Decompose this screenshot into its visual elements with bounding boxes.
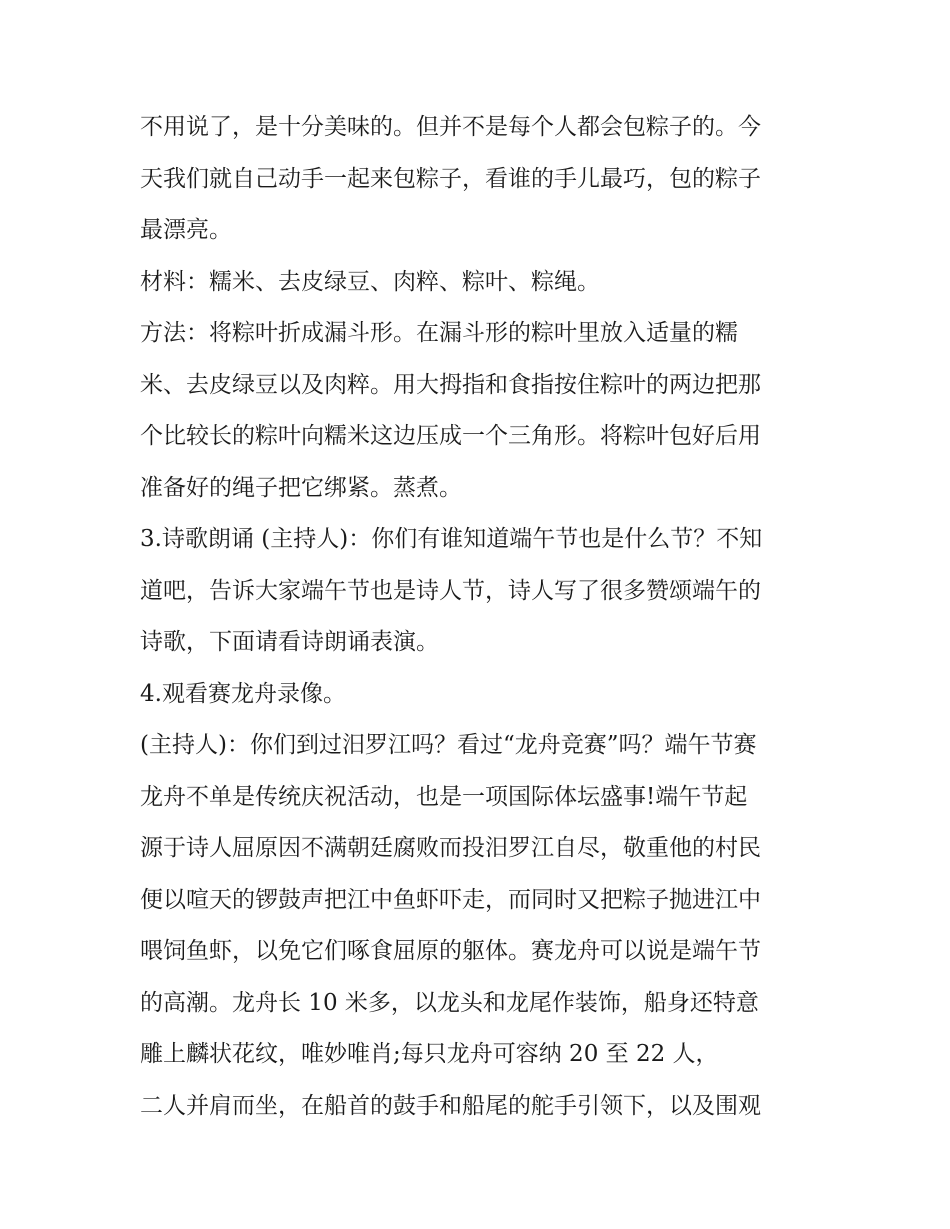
text-line-2: 天我们就自己动手一起来包粽子，看谁的手儿最巧，包的粽子 (140, 165, 761, 192)
host-line-4: 便以喧天的锣鼓声把江中鱼虾吓走，而同时又把粽子抛进江中 (140, 886, 761, 913)
poetry-line-3: 诗歌，下面请看诗朗诵表演。 (140, 629, 439, 655)
dragon-boat-heading: 4.观看赛龙舟录像。 (140, 680, 346, 707)
host-line-7: 雕上麟状花纹，唯妙唯肖;每只龙舟可容纳 20 至 22 人， (140, 1041, 719, 1067)
text-line-3: 最漂亮。 (140, 217, 232, 243)
host-line-1: (主持人)：你们到过汨罗江吗？看过“龙舟竞赛”吗？端午节赛 (140, 732, 757, 758)
poetry-line-1: 3.诗歌朗诵 (主持人)：你们有谁知道端午节也是什么节？不知 (140, 526, 763, 552)
host-line-8: 二人并肩而坐，在船首的鼓手和船尾的舵手引领下，以及围观 (140, 1092, 761, 1119)
materials-line: 材料：糯米、去皮绿豆、肉粹、粽叶、粽绳。 (140, 268, 600, 295)
method-line-1: 方法：将粽叶折成漏斗形。在漏斗形的粽叶里放入适量的糯 (140, 320, 738, 346)
host-line-6: 的高潮。龙舟长 10 米多，以龙头和龙尾作装饰，船身还特意 (140, 989, 759, 1016)
method-line-2: 米、去皮绿豆以及肉粹。用大拇指和食指按住粽叶的两边把那 (140, 371, 761, 398)
text-line-1: 不用说了，是十分美味的。但并不是每个人都会包粽子的。今 (140, 114, 761, 140)
host-line-2: 龙舟不单是传统庆祝活动，也是一项国际体坛盛事!端午节起 (140, 783, 748, 810)
host-line-3: 源于诗人屈原因不满朝廷腐败而投汨罗江自尽，敬重他的村民 (140, 835, 761, 861)
method-line-4: 准备好的绳子把它绑紧。蒸煮。 (140, 474, 462, 501)
poetry-line-2: 道吧，告诉大家端午节也是诗人节，诗人写了很多赞颂端午的 (140, 577, 761, 604)
document-body (140, 102, 820, 1132)
method-line-3: 个比较长的粽叶向糯米这边压成一个三角形。将粽叶包好后用 (140, 423, 761, 449)
host-line-5: 喂饲鱼虾，以免它们啄食屈原的躯体。赛龙舟可以说是端午节 (140, 938, 761, 964)
